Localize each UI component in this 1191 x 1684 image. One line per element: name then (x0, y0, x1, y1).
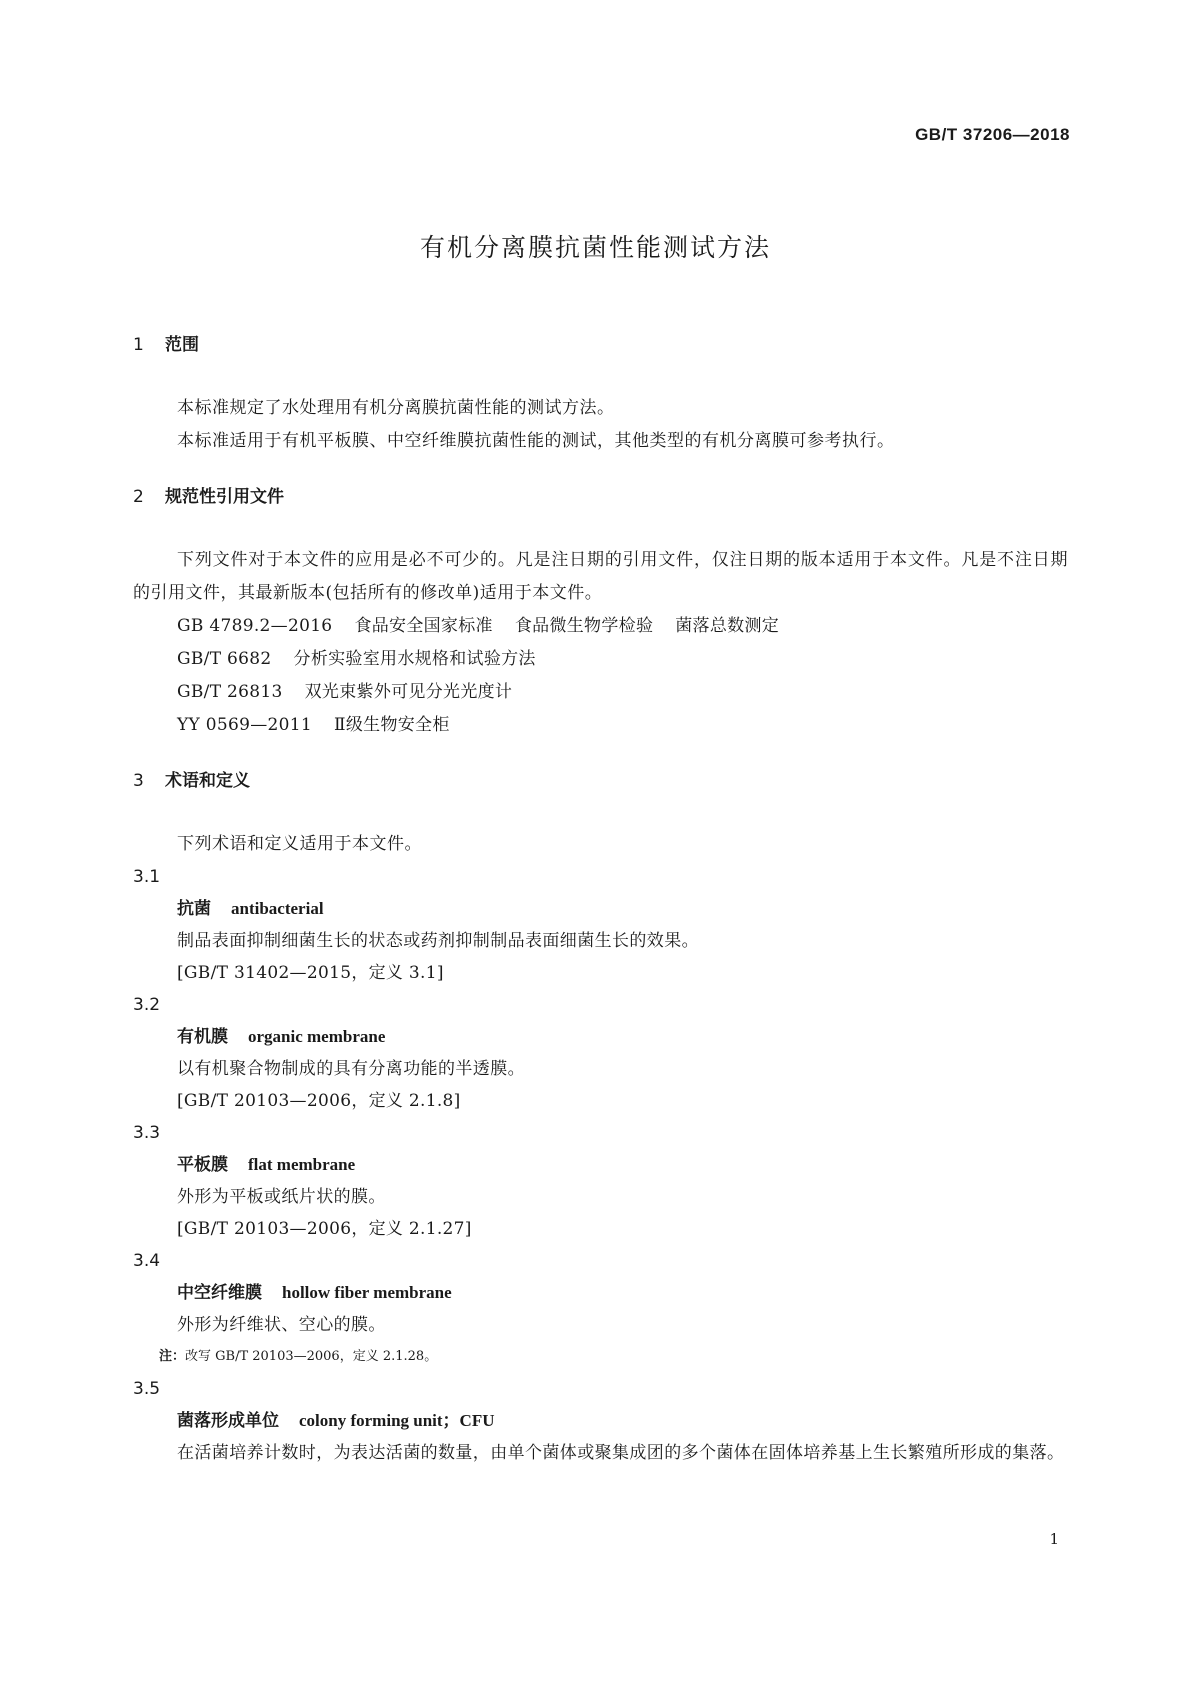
term-name-zh: 菌落形成单位 (177, 1411, 279, 1431)
paragraph: 本标准适用于有机平板膜、中空纤维膜抗菌性能的测试，其他类型的有机分离膜可参考执行。 (177, 431, 895, 451)
paragraph: 本标准规定了水处理用有机分离膜抗菌性能的测试方法。 (177, 398, 615, 418)
term-number: 3.4 (133, 1251, 161, 1271)
section-number: 1 (133, 335, 144, 355)
term-name-zh: 平板膜 (177, 1155, 228, 1175)
paragraph: 下列术语和定义适用于本文件。 (177, 834, 422, 854)
section-number: 2 (133, 487, 144, 507)
reference-code: GB/T 6682 (177, 649, 272, 669)
term-number: 3.1 (133, 867, 161, 887)
note-label: 注： (159, 1349, 186, 1364)
reference-item (133, 676, 1068, 709)
term-name-en: organic membrane (248, 1027, 386, 1046)
term-source: [GB/T 20103—2006，定义 2.1.27] (177, 1219, 472, 1239)
reference-code: GB 4789.2—2016 (177, 616, 333, 636)
section-title: 术语和定义 (165, 771, 250, 791)
term-name (133, 1021, 1068, 1053)
term-definition: 外形为平板或纸片状的膜。 (177, 1187, 386, 1207)
term-name-en: hollow fiber membrane (282, 1283, 452, 1302)
term-name (133, 893, 1068, 925)
term-name (133, 1405, 1068, 1437)
term-name-en: flat membrane (248, 1155, 356, 1174)
reference-item (133, 643, 1068, 676)
reference-title-part: Ⅱ级生物安全柜 (333, 715, 450, 735)
term-number: 3.2 (133, 995, 161, 1015)
reference-code: YY 0569—2011 (177, 715, 312, 735)
reference-title-part: 菌落总数测定 (675, 616, 780, 636)
reference-item (133, 610, 1068, 643)
document-title: 有机分离膜抗菌性能测试方法 (419, 233, 771, 262)
term-definition: 外形为纤维状、空心的膜。 (177, 1315, 386, 1335)
term-name (133, 1277, 1068, 1309)
section-number: 3 (133, 771, 144, 791)
reference-title-part: 双光束紫外可见分光光度计 (304, 682, 513, 702)
paragraph: 下列文件对于本文件的应用是必不可少的。凡是注日期的引用文件，仅注日期的版本适用于本文件。凡是不注日期的引用文件，其最新版本(包括所有的修改单)适用于本文件。 (133, 550, 1068, 603)
term-number: 3.5 (133, 1379, 161, 1399)
term-name-en: antibacterial (231, 899, 324, 918)
section-heading-terms-and-definitions (133, 766, 1068, 796)
document-body (133, 330, 1068, 1469)
note-text: 改写 GB/T 20103—2006，定义 2.1.28。 (185, 1349, 438, 1364)
section-title: 范围 (165, 335, 199, 355)
term-definition: 在活菌培养计数时，为表达活菌的数量，由单个菌体或聚集成团的多个菌体在固体培养基上生长繁殖所形成的集落。 (177, 1443, 1065, 1463)
page-number: 1 (1049, 1530, 1059, 1548)
reference-title-part: 食品安全国家标准 (354, 616, 493, 636)
term-note (133, 1341, 1068, 1373)
term-source: [GB/T 20103—2006，定义 2.1.8] (177, 1091, 461, 1111)
term-source: [GB/T 31402—2015，定义 3.1] (177, 963, 444, 983)
term-name-zh: 中空纤维膜 (177, 1283, 262, 1303)
standard-code: GB/T 37206—2018 (915, 125, 1070, 144)
reference-item (133, 709, 1068, 742)
reference-title-part: 食品微生物学检验 (514, 616, 654, 636)
term-name-zh: 有机膜 (177, 1027, 228, 1047)
reference-code: GB/T 26813 (177, 682, 283, 702)
term-definition: 以有机聚合物制成的具有分离功能的半透膜。 (177, 1059, 525, 1079)
term-name-zh: 抗菌 (177, 899, 211, 919)
section-title: 规范性引用文件 (165, 487, 284, 507)
term-definition: 制品表面抑制细菌生长的状态或药剂抑制制品表面细菌生长的效果。 (177, 931, 699, 951)
term-number: 3.3 (133, 1123, 161, 1143)
reference-title-part: 分析实验室用水规格和试验方法 (293, 649, 536, 669)
term-name (133, 1149, 1068, 1181)
section-heading-normative-references (133, 482, 1068, 512)
section-heading-scope (133, 330, 1068, 360)
term-name-en: colony forming unit；CFU (299, 1411, 495, 1430)
